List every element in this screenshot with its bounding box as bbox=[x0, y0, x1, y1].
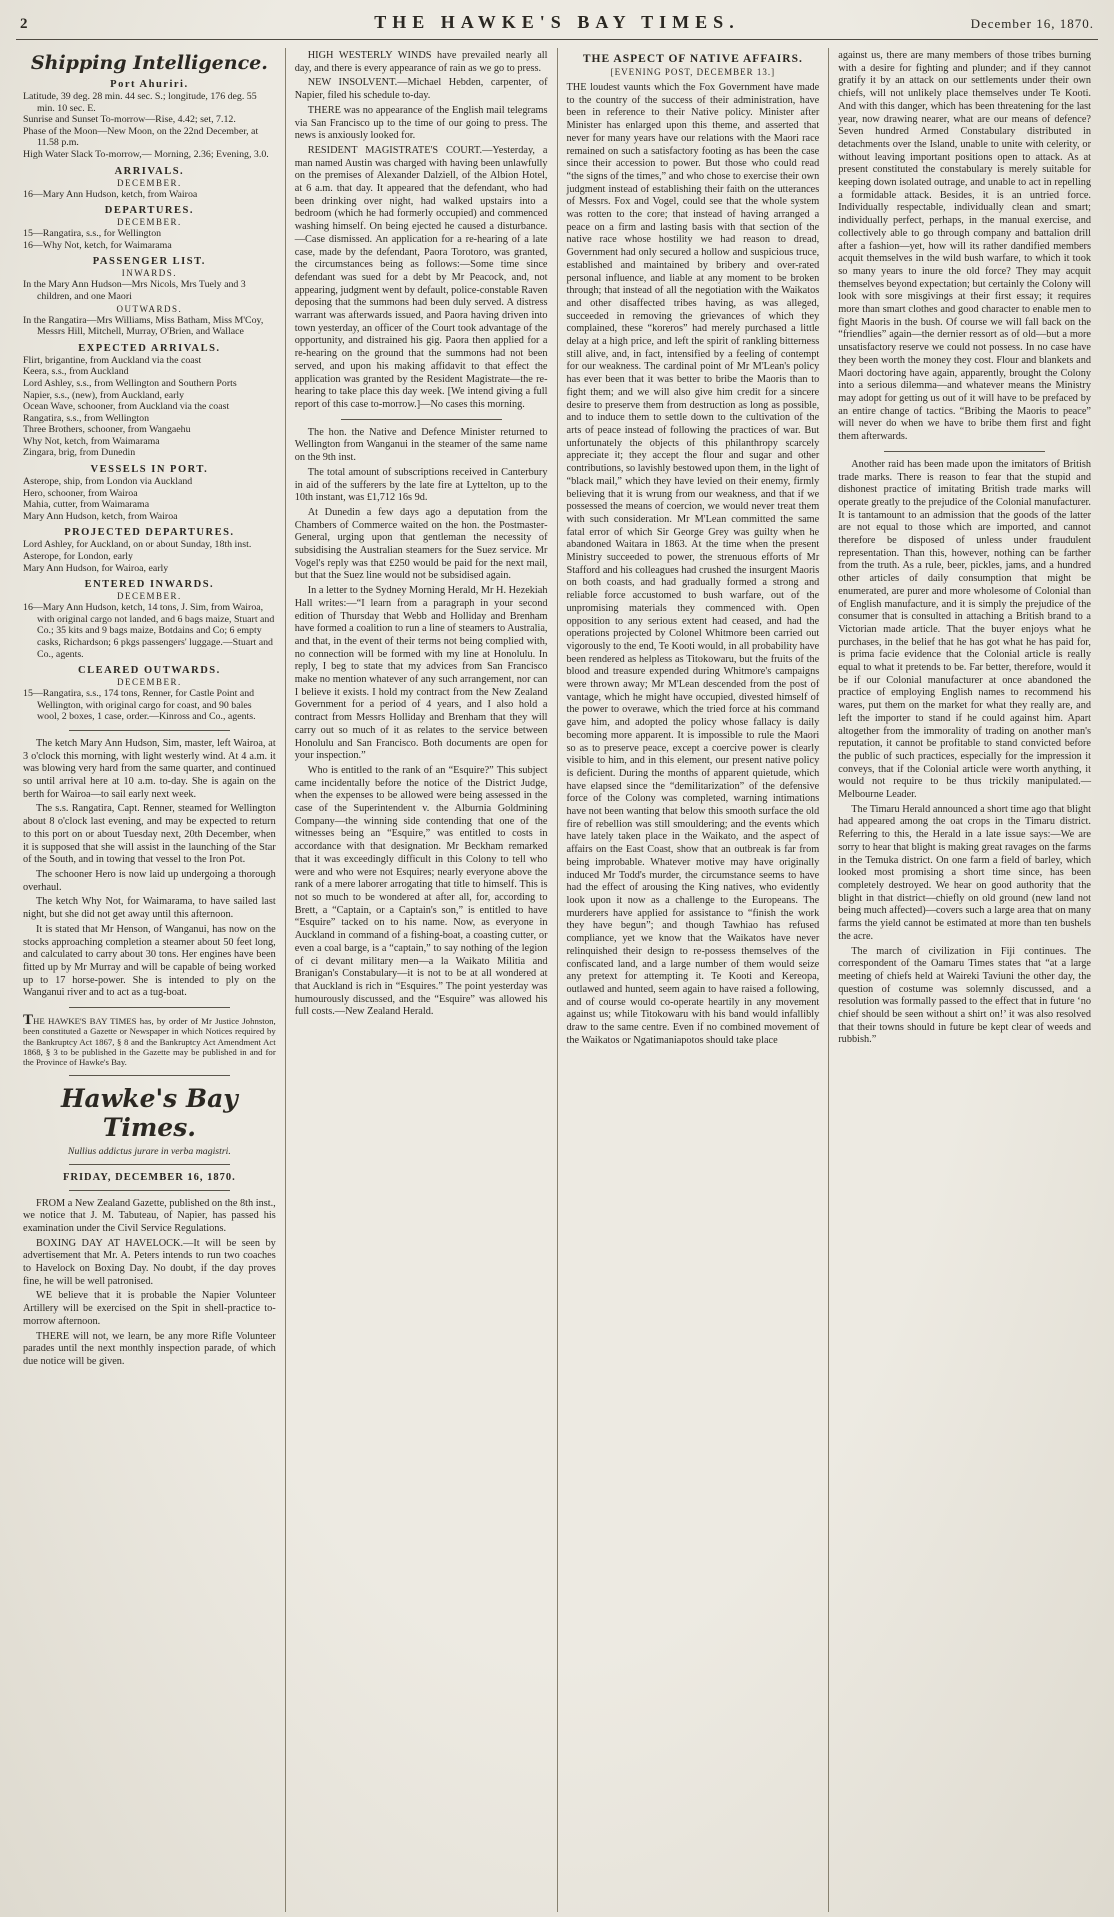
paragraph: The march of civilization in Fiji continues. The correspondent of the Oamaru Times states that “at a large meeting of chiefs held at Waireki Taviuni the other day, the question of costume was solemnly discussed, and a resolution was formally passed to the effect that in future ‘no chief should be seen without a shirt on!’ it was also resolved that their towns should in future be kept clear of weeds and rubbish.” bbox=[838, 945, 1091, 1046]
list-line: 16—Mary Ann Hudson, ketch, 14 tons, J. Sim, from Wairoa, with original cargo not landed, and 6 bags maize, Stuart and Co.; 35 kits and 9 bags maize, Botdains and Co; 6 empty casks, Richardson; 6 pkgs passengers' luggage.—Stuart and Co., agents. bbox=[23, 602, 275, 660]
section-divider bbox=[69, 1164, 230, 1165]
sub-date-heading: DECEMBER. bbox=[116, 177, 182, 188]
list-line: Latitude, 39 deg. 28 min. 44 sec. S.; longitude, 176 deg. 55 min. 10 sec. E. bbox=[23, 91, 257, 114]
list-line: Asterope, for London, early bbox=[23, 551, 133, 563]
sub-date-heading: INWARDS. bbox=[121, 268, 177, 279]
column-continuation bbox=[829, 48, 1100, 1912]
subsection-heading: DEPARTURES. bbox=[104, 205, 194, 217]
column-shipping bbox=[14, 48, 286, 1912]
list-line: Mahia, cutter, from Waimarama bbox=[23, 499, 150, 511]
subsection-heading: CLEARED OUTWARDS. bbox=[77, 665, 221, 677]
paragraph: HIGH WESTERLY WINDS have prevailed nearly all day, and there is every appearance of rain as we go to press. bbox=[294, 50, 548, 74]
list-line: Phase of the Moon—New Moon, on the 22nd December, at 11.58 p.m. bbox=[23, 125, 259, 149]
section-divider bbox=[69, 1007, 230, 1008]
section-divider bbox=[69, 1075, 230, 1076]
subsection-heading: ARRIVALS. bbox=[114, 165, 185, 177]
column-native-affairs bbox=[558, 48, 830, 1912]
sub-date-heading: OUTWARDS. bbox=[116, 303, 183, 314]
paragraph: Another raid has been made upon the imitators of British trade marks. There is reason to fear that the stupid and dishonest practice of imitating British trade marks will operate greatly to the prejudice of the Colonial manufacturer. It is tantamount to an admission that the goods of the latter are not equal to those which are imported, and cannot therefore be disposed of unless under fraudulent representation. Than this, however, nothing can be farther from the truth. As a rule, beer, pickles, jams, and a hundred other articles of daily consumption that might be enumerated, are purer and more wholesome of Colonial than of English manufacture, and it is simply the prejudice of the consumer that is consulted in attaching a British brand to a Victorian made article. That the buyer enjoys what he purchases, in the belief that he has got what he has paid for, is prima facie evidence that the Colonial article is really equal to what it pretends to be. Far better, therefore, would it be if our Colonial manufacturer at once abandoned the practice of employing English names to recommend his wares, put them on the market for what they really are, and left the importer to stand if he could against him. Apart altogether from the immorality of trading on another man's reputation, it cannot be profitable to stand convicted before the public of such practices, especially for the impression it conveys, that if the Colonial article were worth anything, it would not require to be thus trickily manipulated.—Melbourne Leader. bbox=[838, 458, 1091, 801]
paragraph: FROM a New Zealand Gazette, published on the 8th inst., we notice that J. M. Tabuteau, of Napier, has passed his examination under the Civil Service Regulations. bbox=[23, 1197, 276, 1234]
article-source: [EVENING POST, DECEMBER 13.] bbox=[610, 67, 776, 77]
section-masthead: Shipping Intelligence. bbox=[30, 52, 268, 74]
subsection-heading: ENTERED INWARDS. bbox=[84, 579, 215, 591]
article-title: THE ASPECT OF NATIVE AFFAIRS. bbox=[582, 53, 803, 65]
sub-date-heading: DECEMBER. bbox=[116, 591, 182, 602]
paragraph: The schooner Hero is now laid up undergoing a thorough overhaul. bbox=[23, 869, 276, 893]
list-line: Asterope, ship, from London via Auckland bbox=[23, 476, 193, 488]
list-line: Mary Ann Hudson, for Wairoa, early bbox=[23, 562, 169, 574]
list-line: 16—Why Not, ketch, for Waimarama bbox=[23, 239, 172, 251]
paragraph: The ketch Why Not, for Waimarama, to have sailed last night, but she did not get away until this afternoon. bbox=[23, 896, 276, 921]
paper-masthead: Hawke's Bay Times. bbox=[60, 1083, 238, 1142]
issue-dateline: FRIDAY, DECEMBER 16, 1870. bbox=[62, 1171, 236, 1183]
paragraph: WE believe that it is probable the Napier Volunteer Artillery will be exercised on the Spit in shell-practice to-morrow afternoon. bbox=[23, 1290, 276, 1327]
list-line: Zingara, brig, from Dunedin bbox=[23, 447, 136, 459]
paragraph: NEW INSOLVENT.—Michael Hebden, carpenter, of Napier, filed his schedule to-day. bbox=[294, 77, 548, 102]
section-divider bbox=[69, 730, 230, 731]
subsection-heading: PROJECTED DEPARTURES. bbox=[64, 527, 235, 539]
list-line: 15—Rangatira, s.s., for Wellington bbox=[23, 228, 162, 240]
subsection-heading: EXPECTED ARRIVALS. bbox=[78, 342, 221, 354]
page-header bbox=[0, 0, 1114, 37]
paragraph: In a letter to the Sydney Morning Herald, Mr H. Hezekiah Hall writes:—“I learn from a paragraph in your second edition of Thursday that Webb and Holliday and Brenham have formed a coalition to run a line of steamers to Australia, and that, in the event of their terms not being complied with, no connection will be formed with my line at Honolulu. In reply, I beg to state that my advices from San Francisco make no mention whatever of any such arrangement, nor can I believe it exists. I hold my contract from the New Zealand Government for a period of 4 years, and I also hold a contract from Messrs Holliday and Brenham that they will carry out so much of it as relates to the service between Honolulu and San Francisco. Both documents are open for your inspection.” bbox=[294, 585, 548, 762]
paragraph: The hon. the Native and Defence Minister returned to Wellington from Wanganui in the steamer of the same name on the 9th inst. bbox=[294, 426, 548, 464]
list-line: Flirt, brigantine, from Auckland via the coast bbox=[23, 354, 202, 366]
paragraph: THERE was no appearance of the English mail telegrams via San Francisco up to the time of our going to press. The news is anxiously looked for. bbox=[294, 104, 548, 142]
columns-container bbox=[0, 40, 1114, 1908]
paper-title: THE HAWKE'S BAY TIMES. bbox=[374, 12, 740, 32]
list-line: Why Not, ketch, from Waimarama bbox=[23, 435, 160, 447]
legal-notice: THE HAWKE'S BAY TIMES has, by order of Mr Justice Johnston, been constituted a Gazette or Newspaper in which Notices required by the Bankruptcy Act 1867, § 8 and the Bankruptcy Act Amendment Act 1868, § 3 to be published in the Gazette may be published in and for the Province of Hawke's Bay. bbox=[23, 1012, 276, 1068]
issue-date: December 16, 1870. bbox=[970, 16, 1094, 31]
paragraph: It is stated that Mr Henson, of Wanganui, has now on the stocks approaching completion a steamer about 50 feet long, and calculated to carry about 30 tons. Her engines have been fitted up by Mr Murray and will be capable of being worked up to 17 horse-power. She is intended to ply on the Wanganui river and to act as a tug-boat. bbox=[23, 923, 276, 999]
list-line: Napier, s.s., (new), from Auckland, early bbox=[23, 389, 185, 401]
column-local-news bbox=[286, 48, 558, 1912]
motto-text: Nullius addictus jurare in verba magistri. bbox=[67, 1145, 231, 1157]
page-number: 2 bbox=[20, 16, 28, 32]
list-line: Keera, s.s., from Auckland bbox=[23, 366, 129, 378]
section-divider bbox=[884, 451, 1045, 452]
paragraph: against us, there are many members of those tribes burning with a desire for fighting and plunder; and if they cannot gratify it by an attack on our settlements under their own chiefs, will not unlikely place themselves under Te Kooti. And with this danger, which has been threatening for the last year, now drawing nearer, what are our means of defence? Seven hundred Armed Constabulary distributed in detachments over the Island, unable to unite with celerity, or without leaving important positions open to attack. As at present constituted the constabulary is merely suitable for keeping down isolated outrage, and unable to act in repelling a formidable attack. Besides, it is an untried force. Individually respectable, individually clean and smart; individually perfect, perhaps, in the manual exercise, and collectively able to go through company and battalion drill after a fashion—yet, how will its rather dandified members acquit themselves in the wild bush warfare, to which it took so many years to inure the old force? They may acquit themselves beyond expectation; but certainly the Colony will look with sore misgivings at their first essay; it requires more than smart clothes and good character to enable men to fight Maoris in the bush. Of course we will fall back on the “friendlies” again—the dernier ressort as of old—but a more unsatisfactory reserve we could not possess. In no case have they been worth the money they cost. Flour and blankets and Maori doctoring have again, apparently, brought the Colony into a serious dilemma—and whatever means the Ministry may adopt for getting us out of it will have to be prefaced by an entire change of tactics. “Bribing the Maoris to peace” will never do when we have to bribe them first and fight them afterwards. bbox=[838, 50, 1091, 443]
list-line: Lord Ashley, s.s., from Wellington and Southern Ports bbox=[23, 377, 237, 389]
paragraph: The s.s. Rangatira, Capt. Renner, steamed for Wellington about 8 o'clock last evening, and may be expected to return to this port on or about Tuesday next, 20th December, when it is supposed that she will assist in the launching of the Star of the South, and in towing that vessel to the Iron Pot. bbox=[23, 803, 276, 866]
list-line: Mary Ann Hudson, ketch, from Wairoa bbox=[23, 510, 178, 522]
section-divider bbox=[69, 1190, 230, 1191]
sub-date-heading: DECEMBER. bbox=[116, 217, 182, 228]
paragraph: Who is entitled to the rank of an “Esquire?” This subject came incidentally before the notice of the District Judge, when the expenses to be allowed were being assessed in the case of the Superintendent v. the Alburnia Goldmining Company—the winning side contending that one of the witnesses being an “Esquire,” was entitled to costs in accordance with that designation. Mr Beckham remarked that it was exceedingly difficult in this Colony to tell who were and who were not Esquires; nearly everyone above the rank of a mere laborer arrogating that title to himself. This is not so much to be wondered at after all, for, according to Brett, a “Captain, or a Captain's son,” is entitled to have “Esquire” tacked on to his name. Now, as everyone in Auckland in command of a fishing-boat, a coasting cutter, or even a coal barge, is a “captain,” to say nothing of the legion of ci devant military men—a la Waikato Militia and Branigan's Constabulary—it is not to be at all wondered at that Auckland is rich in “Esquires.” The point yesterday was humourously discussed, and the “Esquire” was allowed his full costs.—New Zealand Herald. bbox=[294, 764, 548, 1018]
section-divider bbox=[341, 419, 502, 420]
list-line: Three Brothers, schooner, from Wangaehu bbox=[23, 424, 191, 436]
list-line: 16—Mary Ann Hudson, ketch, from Wairoa bbox=[23, 188, 198, 200]
list-line: Sunrise and Sunset To-morrow—Rise, 4.42; set, 7.12. bbox=[23, 114, 236, 126]
paragraph: The Timaru Herald announced a short time ago that blight had appeared among the oat crops in the Timaru district. Referring to this, the Herald in a late issue says:—We are sorry to hear that blight is making great ravages on the farms in the Temuka district. On one farm a field of barley, which looked most promising a short time since, has been completely destroyed. We hear on good authority that the blight in that district—chiefly on old ground (new land not being much affected)—covers such a large area that on many farms the yield cannot be estimated at more than ten bushels the acre. bbox=[838, 803, 1091, 942]
list-line: In the Mary Ann Hudson—Mrs Nicols, Mrs Tuely and 3 children, and one Maori bbox=[23, 279, 246, 302]
list-line: High Water Slack To-morrow,— Morning, 2.36; Evening, 3.0. bbox=[23, 148, 269, 160]
list-line: 15—Rangatira, s.s., 174 tons, Renner, for Castle Point and Wellington, with original cargo for coast, and 90 bales wool, 2 boxes, 1 case, order.—Kinross and Co., agents. bbox=[23, 688, 256, 723]
paragraph: The ketch Mary Ann Hudson, Sim, master, left Wairoa, at 3 o'clock this morning, with light westerly wind. At 4 a.m. it was blowing very hard from the same quarter, and continued so until arrival here at 10 a.m. to-day. She is again on the berth for Wairoa—to sail early next week. bbox=[23, 737, 276, 800]
sub-date-heading: DECEMBER. bbox=[116, 677, 182, 688]
paragraph: The total amount of subscriptions received in Canterbury in aid of the sufferers by the late fire at Lyttelton, up to the 10th instant, was £1,712 16s 9d. bbox=[294, 466, 548, 504]
paragraph: At Dunedin a few days ago a deputation from the Chambers of Commerce waited on the hon. the Postmaster-General, urging upon that gentleman the necessity of subsidising the Australian steamers for the Suez service. Mr Vogel's reply was that £250 would be paid for the next mail, but that the Suez line would not be subsidised again. bbox=[294, 506, 548, 582]
subsection-heading: Port Ahuriri. bbox=[110, 79, 189, 90]
paragraph: THE loudest vaunts which the Fox Government have made to the country of the success of their administration, have been in reference to their Native policy. Minister after Minister has enlarged upon this theme, and asserted that never for many years have our relations with the Maori race remained on such a satisfactory footing as has been the case since their accession to power. But those who could read “the signs of the times,” and who chose to exercise their own judgment instead of establishing their faith on the utterances of Messrs. Fox and Vogel, could see that the whole system was rotten to the core; that instead of having arranged a peace on a firm and lasting basis with that section of the native race whose hostility we had reason to dread, Government had only secured a hollow and suspicious truce, established and maintained by bribery and over-rated personal influence, and liable at any moment to be broken through; that instead of all the negotiation with the Waikatos and other disaffected tribes having, as was alleged, succeeded in removing the grievances of which they complained, these “koreros” had merely purchased a little delay at a high price, and left the spirit of rankling bitterness still alive, and, in fact, intensified by a feeling of contempt for our weakness. The cardinal point of Mr M'Lean's policy has ever been that it was better to bribe the Maoris than to fight them; and we will also give him credit for a sincere desire to preserve them from destruction as long as possible, and to induce them to settle down to the cultivation of the arts of peace instead of following the practices of war. But unfortunately the objects of this philanthropy scarcely appreciate it; they accept the flour and sugar and other contributions, so lavishly bestowed upon them, in the light of “black mail,” which they have levied on their enemy, firmly believing that it is wrung from our weakness, and that if we possessed the means of coercion, we would never treat them with such consideration. Mr M'Lean committed the same fatal error of which Sir George Grey was guilty when he abandoned Waitara in 1863. At the time when the present Ministry succeeded to power, the strenuous efforts of Mr Stafford and his colleagues had crushed the insurgent Maoris on both coasts, and had gradually formed a strong and reliable force accustomed to bush warfare, out of the unpromising materials they commenced with. Open opposition to any serious extent had ceased, and had the operations projected by Colonel Whitmore been carried out vigorously to the end, Te Kooti would, in all probability have been rendered as helpless as Titokowaru, but the fruits of the blood and treasure expended during Whitmore's campaigns were thrown away; Mr M'Lean descended from the post of vantage, which he might have occupied, divested himself of the power to overawe, which the tried force at his command gave him, and adopted the policy whose fallacy is daily becoming more apparent. It is impossible to rule the Maori so as to preserve peace, except a coercive power is clearly visible to him, and in this element, our present native policy is deficient. During the months of apparent quietude, which have elapsed since the “demilitarization” of the defensive force of the Colony was completed, warning intimations have not been wanting that below this smooth surface the old fire of rebellion was still smouldering; and the events which have lately taken place in the Waikato, and the aspect of affairs on the East Coast, show that an outbreak is far from being improbable. Whatever motive may have originally induced Mr Todd's murder, the circumstance seems to have had the effect of arousing the King natives, who evidently look upon it now as a challenge to the Europeans. The murderers have applied for assistance to “finish the work they have begun”; and though Tawhiao has refused compliance, yet we know that the Waikatos have never relinquished their design to re-possess themselves of the confiscated land, and a large number of them would seize any pretext for attempting it. Te Kooti and Kereopa, outlawed and hunted, seem again to have raised a following, and of course would co-operate heartily in any movement against us; while Titokowaru with his band would infallibly draw to the same centre. Even if no combined movement of the Waikatos or Ngatimaniapotos should take place bbox=[566, 82, 820, 1046]
list-line: Lord Ashley, for Auckland, on or about Sunday, 18th inst. bbox=[23, 539, 252, 551]
list-line: In the Rangatira—Mrs Williams, Miss Batham, Miss M'Coy, Messrs Hill, Mitchell, Murray, O'Brien, and Wallace bbox=[23, 314, 264, 338]
paragraph: RESIDENT MAGISTRATE'S COURT.—Yesterday, a man named Austin was charged with having been unlawfully on the premises of Alexander Dalziell, of the Albion Hotel, at 6 a.m. that day. It appeared that the defendant, who had been drinking over night, had walked upstairs into a bedroom (which he had formerly occupied) and commenced washing himself. On being ejected he caused a disturbance.—Case dismissed. An application for a re-hearing of a late case, made by the defendant, Paora Torotoro, was granted, the circumstances being as follows:—Some time since defendant was sued for a debt by Mr Peacock, and, not appearing, judgment went by default, police-constable Raven deposing that the summons had been duly served. A distress warrant was afterwards issued, and Paora having driven into town yesterday, an officer of the Court took advantage of the opportunity, and distrained his gig. Paora then applied for a re-hearing on the ground that the summons had not been served, and upon his making affidavit to that effect the application was granted by the Resident Magistrate—the re-hearing to take place this day week. [We intend giving a full report of this case to-morrow.]—No cases this morning. bbox=[294, 144, 548, 410]
subsection-heading: PASSENGER LIST. bbox=[92, 256, 206, 268]
list-line: Hero, schooner, from Wairoa bbox=[23, 487, 138, 499]
list-line: Ocean Wave, schooner, from Auckland via the coast bbox=[23, 401, 230, 413]
list-line: Rangatira, s.s., from Wellington bbox=[23, 412, 150, 424]
paragraph: THERE will not, we learn, be any more Rifle Volunteer parades until the next monthly inspection parade, of which due notice will be given. bbox=[23, 1330, 276, 1367]
subsection-heading: VESSELS IN PORT. bbox=[90, 464, 209, 476]
paragraph: BOXING DAY AT HAVELOCK.—It will be seen by advertisement that Mr. A. Peters intends to run two coaches to Havelock on Boxing Day. No doubt, if the day proves fine, he will be well patronised. bbox=[23, 1237, 276, 1287]
